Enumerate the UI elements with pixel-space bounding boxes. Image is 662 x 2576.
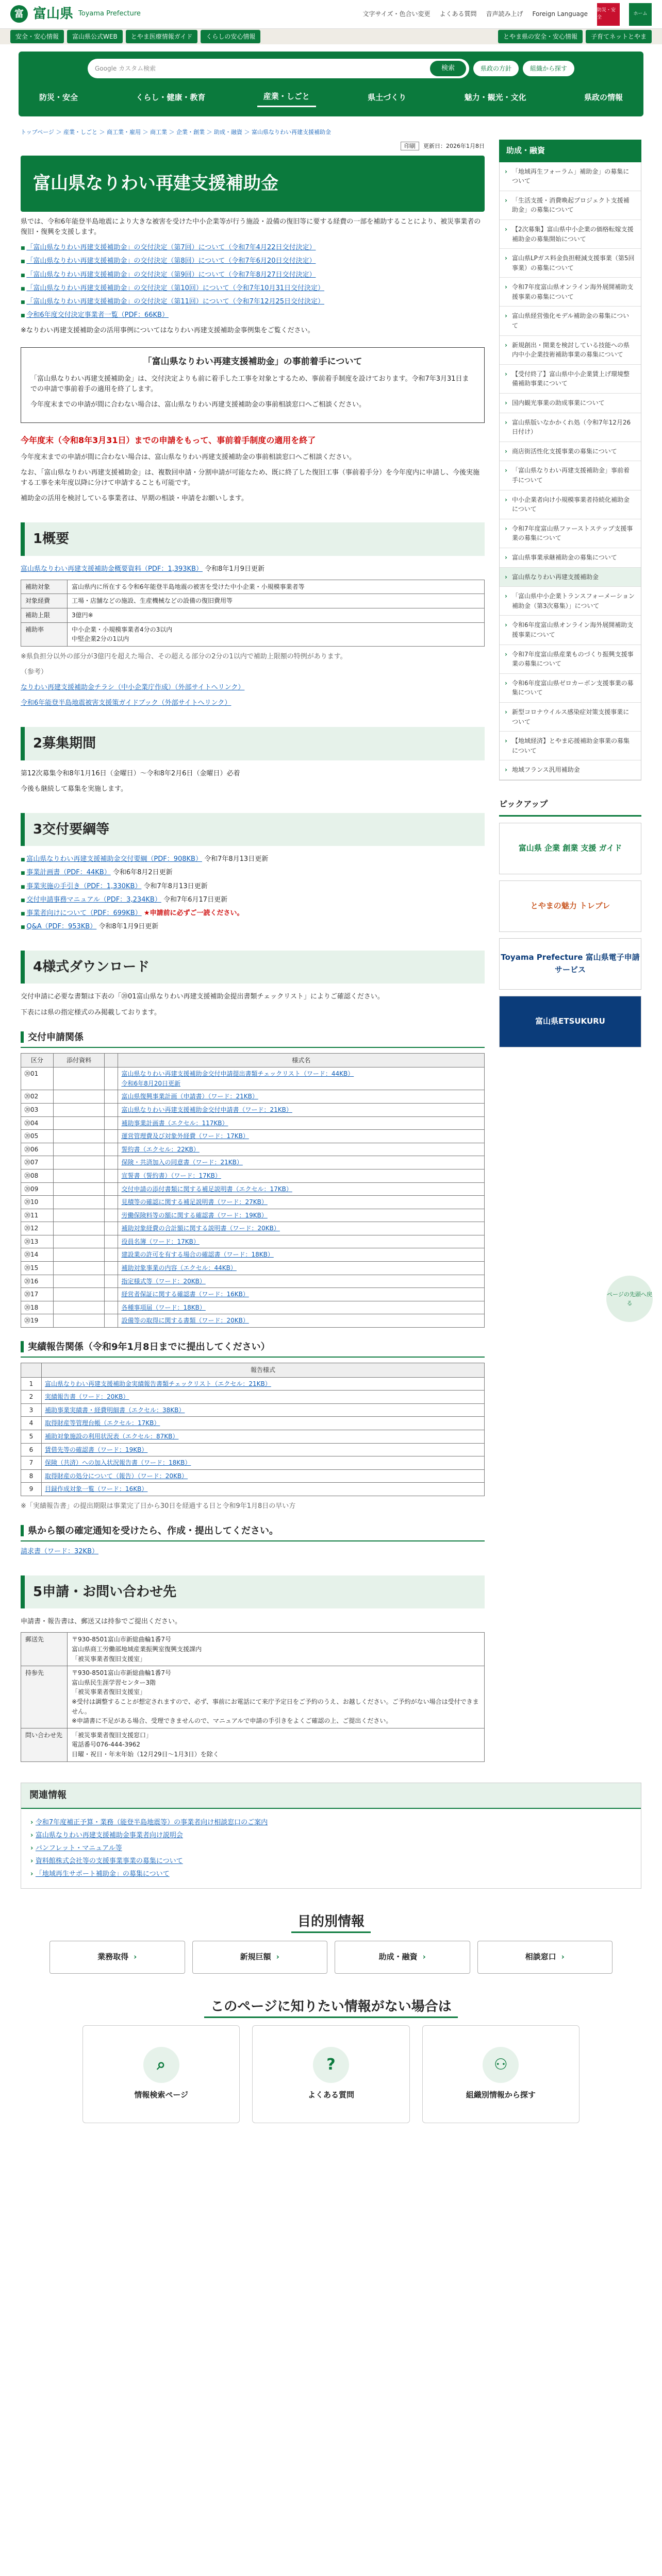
- quick-link[interactable]: とやま医療情報ガイド: [126, 30, 198, 44]
- table-row: ⑳07 保険・共済加入の同意書（ワード：21KB）: [21, 1156, 485, 1170]
- pickup-banner[interactable]: とやまの魅力 トレブレ: [499, 880, 641, 932]
- quick-link[interactable]: 安全・安心情報: [10, 30, 64, 44]
- news-list: [21, 243, 485, 320]
- table-row: 1 富山県なりわい再建支援補助金実績報告書類チェックリスト（エクセル：21KB）: [21, 1377, 485, 1391]
- sidebar: [499, 140, 641, 1761]
- quick-link[interactable]: とやま県の安全・安心情報: [498, 30, 583, 44]
- sidebar-item[interactable]: › 令和7年度富山県オンライン海外展開補助支援事業の募集について: [500, 278, 641, 307]
- table-row: 9 目録作成対象一覧（ワード：16KB）: [21, 1483, 485, 1496]
- pickup-banner[interactable]: 富山県 企業 創業 支援 ガイド: [499, 823, 641, 874]
- breadcrumb[interactable]: トップページ ＞ 産業・しごと ＞ 商工業・雇用 ＞ 商工業 ＞ 企業・創業 ＞ 助成・融資 ＞ 富山県なりわい再建支援補助金: [21, 129, 331, 136]
- sidebar-item[interactable]: › 商店街活性化支援事業の募集について: [500, 442, 641, 462]
- sidebar-item[interactable]: › 中小企業者向け小規模事業者持続化補助金について: [500, 490, 641, 519]
- subsection-heading: 県から額の確定通知を受けたら、作成・提出してください。: [21, 1522, 485, 1541]
- helpful-cards: [0, 2025, 662, 2123]
- form-link[interactable]: 見積等の確認に関する補足説明書（ワード：27KB）: [121, 1198, 268, 1206]
- sidebar-item[interactable]: › 「生活支援・消費喚起プロジェクト支援補助金」の募集について: [500, 191, 641, 220]
- section-heading: 1概要: [21, 522, 485, 555]
- logo-mark-icon: 富: [10, 5, 28, 23]
- site-logo[interactable]: 富 富山県 Toyama Prefecture: [10, 4, 141, 24]
- faq-icon: ?: [313, 2047, 349, 2083]
- form-link[interactable]: 補助対象施設の利用状況表（エクセル：87KB）: [45, 1432, 179, 1440]
- form-link[interactable]: 交付申請の添付書類に関する補足説明書（エクセル：17KB）: [121, 1185, 292, 1193]
- disaster-button[interactable]: 防災・安全: [597, 3, 620, 26]
- purposes-heading: 目的別情報: [0, 1911, 662, 1932]
- sidebar-item[interactable]: › 「富山県中小企業トランスフォーメーション補助金（第3次募集）」について: [500, 587, 641, 616]
- section-heading: 5申請・お問い合わせ先: [21, 1575, 485, 1608]
- application-forms-table: 区分 添付資料 様式名 ⑳01 富山県なりわい再建支援補助金交付申請提出書類チェックリスト（ワード：44KB） 令和6年8月20日更新 ⑳02 富山県復興事業計画（申請書）（ワード：21KB） ⑳03 富山県なりわい再建支援補助金交付申請書（ワード：21KB） ⑳04 補助事業計画書（エクセル：117KB） ⑳05 運営管理費及び対象外経費（ワード：17KB） ⑳06 誓約書（エクセル：22KB） ⑳07 保険・共済加入の同意書（ワード：21KB） ⑳08 宣誓書（誓約書）（ワード：17KB） ⑳09 交付申請の添付書類に関する補足説明書（エクセル：17KB） ⑳10 見積等の確認に関する補足説明書（ワード：27KB） ⑳11 労働保険料等の額に関する確認書（ワード：19KB） ⑳12 補助対象経費の合計額に関する説明書（ワード：20KB） ⑳13 役員名簿（ワード：17KB） ⑳14 建設業の許可を有する場合の確認書（ワード：18KB） ⑳15 補助対象事業の内容（エクセル：44KB） ⑳16 指定様式等（ワード：20KB） ⑳17 経営者保証に関する確認書（ワード：16KB） ⑳18 各種事項届（ワード：18KB） ⑳19 設備等の取得に関する書類（ワード：20KB）: [21, 1053, 485, 1328]
- table-row: ⑳17 経営者保証に関する確認書（ワード：16KB）: [21, 1288, 485, 1301]
- sidebar-item[interactable]: › 国内観光事業の助成事業について: [500, 394, 641, 413]
- form-link[interactable]: 補助対象事業の内容（エクセル：44KB）: [121, 1264, 237, 1272]
- sidebar-item[interactable]: › 【地域経済】とやま応援補助金事業の募集について: [500, 732, 641, 760]
- related-link[interactable]: 資料館株式会社等の支援事業事業の募集について: [35, 1857, 183, 1865]
- claim-form-link[interactable]: 請求書（ワード：32KB）: [21, 1547, 98, 1555]
- form-link[interactable]: 補助事業実績書・経費明細書（エクセル：38KB）: [45, 1406, 185, 1414]
- form-link[interactable]: 誓約書（エクセル：22KB）: [121, 1145, 200, 1153]
- subsection-heading: 交付申請関係: [21, 1028, 485, 1048]
- table-row: ⑳12 補助対象経費の合計額に関する説明書（ワード：20KB）: [21, 1222, 485, 1235]
- contact-table: 郵送先 〒930-8501富山市新総曲輪1番7号 富山県商工労働部地域産業振興室復興支援課内 「被災事業者復旧支援室」 持参先 〒930-8501富山市新総曲輪1番7号 富山県民生涯学習センター3階 「被災事業者復旧支援室」 ※受付は調整することが想定されますので、必ず、事前にお電話にて来庁予定日をご予約のうえ、お越しください。ご予約がない場合は受付できません。 ※申請書に不足がある場合、受理できませんので、マニュアルで申請の手引きをよくご確認の上、ご提出ください。 問い合わせ先 「被災事業者復旧支援窓口」 電話番号076-444-3962 日曜・祝日・年末年始（12月29日～1月3日）を除く: [21, 1632, 485, 1761]
- print-button[interactable]: 印刷: [401, 142, 419, 150]
- table-row: 6 賃借先等の確認書（ワード：19KB）: [21, 1443, 485, 1456]
- sidebar-item[interactable]: › 「富山県なりわい再建支援補助金」事前着手について: [500, 461, 641, 490]
- pickup-banner[interactable]: Toyama Prefecture 富山県電子申請サービス: [499, 938, 641, 990]
- sidebar-item[interactable]: › 富山県事業承継補助金の募集について: [500, 548, 641, 568]
- helpful-heading: このページに知りたい情報がない場合は: [0, 1996, 662, 2017]
- table-row: 4 取得財産等管理台帳（エクセル：17KB）: [21, 1417, 485, 1430]
- form-link[interactable]: 設備等の取得に関する書類（ワード：20KB）: [121, 1317, 249, 1325]
- form-link[interactable]: 役員名簿（ワード：17KB）: [121, 1238, 200, 1245]
- main-content: 印刷 更新日：2026年1月8日 富山県なりわい再建支援補助金 県では、令和6年能登半島地震により大きな被害を受けた中小企業等が行う施設・設備の復旧等に要する経費の一部を補助することにより、被災事業者の復旧・復興を支援します。 ■ 「富山県なりわい再建支援補助金」の交付決定（第7回）について（令和7年4月22日交付決定） ■ 「富山県なりわい再建支援補助金」の交付決定（第8回）について（令和7年6月20日交付決定） ■ 「富山県なりわい再建支援補助金」の交付決定（第9回）について（令和7年8月27日交付決定） ■ 「富山県なりわい再建支援補助金」の交付決定（第10回）について（令和7年10月31日交付決定） ■ 「富山県なりわい再建支援補助金」の交付決定（第11回）について（令和7年12月25日交付決定） ■ 令和6年度交付決定事業者一覧（PDF：66KB） ※なりわい再建支援補助金の活用事例についてはなりわい再建支援補助金事例集をご覧ください。 「富山県なりわい再建支援補助金」の事前着手について 「富山県なりわい再建支援補助金」は、交付決定よりも前に着手した工事を対象とするため、事前着手制度を設けております。令和7年3月31日までの申請で事前着手の適用を終了します。 今年度末までの申請が間に合わない場合は、富山県なりわい再建支援補助金の事前相談窓口へご相談ください。 今年度末（令和8年3月31日）までの申請をもって、事前着手制度の適用を終了 今年度末までの申請が間に合わない場合は、富山県なりわい再建支援補助金の事前相談窓口へご相談ください。 なお、「富山県なりわい再建支援補助金」は、複数回申請・分割申請が可能なため、既に終了した復旧工事（事前着手分）を今年度内に申請し、今後実施する工事を来年度以降に分けて申請することも可能です。 補助金の活用を検討している事業者は、早期の相談・申請をお願いします。 1概要 富山県なりわい再建支援補助金概要資料（PDF：1,393KB） 令和8年1月9日更新 補助対象 富山県内に所在する令和6年能登半島地震の被害を受けた中小企業・小規模事業者等 対象経費 工場・店舗などの施設、生産機械などの設備の復旧費用等 補助上限 3億円※ 補助率 中小企業・小規模事業者4分の3以内 中堅企業2分の1以内 ※県負担分以外の部分が3億円を超えた場合、その超える部分の2分の1以内で補助上限額の特例があります。 （参考） なりわい再建支援補助金チラシ（中小企業庁作成）（外部サイトへリンク） 令和6年能登半島地震被害支援策ガイドブック（外部サイトへリンク） 2募集期間 第12次募集令和8年1月16日（金曜日）～令和8年2月6日（金曜日）必着 今後も継続して募集を実施します。 3交付要綱等 ■ 富山県なりわい再建支援補助金交付要綱（PDF：908KB） 令和7年8月13日更新 ■ 事業計画書（PDF：44KB） 令和6年8月2日更新 ■ 事業実施の手引き（PDF：1,330KB） 令和7年8月13日更新 ■ 交付申請事務マニュアル（PDF：3,234KB） 令和7年6月17日更新 ■ 事業者向けについて（PDF：699KB） ★申請前に必ずご一読ください。 ■ Q&A（PDF：953KB） 令和8年1月9日更新 4様式ダウンロード 交付申請に必要な書類は下表の「⑳01富山県なりわい再建支援補助金提出書類チェックリスト」によりご確認ください。 下表には県の指定様式のみ掲載しております。 交付申請関係 区分 添付資料 様式名 ⑳01 富山県なりわい再建支援補助金交付申請提出書類チェックリスト（ワード：44KB） 令和6年8月20日更新 ⑳02 富山県復興事業計画（申請書）（ワード：21KB） ⑳03 富山県なりわい再建支援補助金交付申請書（ワード：21KB） ⑳04 補助事業計画書（エクセル：117KB） ⑳05 運営管理費及び対象外経費（ワード：17KB） ⑳06 誓約書（エクセル：22KB） ⑳07 保険・共済加入の同意書（ワード：21KB） ⑳08 宣誓書（誓約書）（ワード：17KB） ⑳09 交付申請の添付書類に関する補足説明書（エクセル：17KB） ⑳10 見積等の確認に関する補足説明書（ワード：27KB） ⑳11 労働保険料等の額に関する確認書（ワード：19KB） ⑳12 補助対象経費の合計額に関する説明書（ワード：20KB） ⑳13 役員名簿（ワード：17KB） ⑳14 建設業の許可を有する場合の確認書（ワード：18KB） ⑳15 補助対象事業の内容（エクセル：44KB） ⑳16 指定様式等（ワード：20KB） ⑳17 経営者保証に関する確認書（ワード：16KB） ⑳18 各種事項届（ワード：18KB） ⑳19 設備等の取得に関する書類（ワード：20KB） 実績報告関係（令和9年1月8日までに提出してください） 報告様式 1 富山県なりわい再建支援補助金実績報告書類チェックリスト（エクセル：21KB） 2 実績報告書（ワード：20KB） 3 補助事業実績書・経費明細書（エクセル：38KB） 4 取得財産等管理台帳（エクセル：17KB） 5 補助対象施設の利用状況表（エクセル：87KB） 6 賃借先等の確認書（ワード：19KB） 7 保険（共済）への加入状況報告書（ワード：18KB） 8 取得財産の処分について（報告）（ワード：20KB） 9 目録作成対象一覧（ワード：16KB） ※「実績報告書」の提出期限は事業完了日から30日を経過する日と令和9年1月8日の早い方 県から額の確定通知を受けたら、作成・提出してください。 請求書（ワード：32KB） 5申請・お問い合わせ先 申請書・報告書は、郵送又は持参でご提出ください。 郵送先 〒930-8501富山市新総曲輪1番7号 富山県商工労働部地域産業振興室復興支援課内 「被災事業者復旧支援室」 持参先 〒930-8501富山市新総曲輪1番7号 富山県民生涯学習センター3階 「被災事業者復旧支援室」 ※受付は調整することが想定されますので、必ず、事前にお電話にて来庁予定日をご予約のうえ、お越しください。ご予約がない場合は受付できません。 ※申請書に不足がある場合、受理できませんので、マニュアルで申請の手引きをよくご確認の上、ご提出ください。 問い合わせ先 「被災事業者復旧支援窓口」 電話番号076-444-3962 日曜・祝日・年末年始（12月29日～1月3日）を除く: [21, 137, 485, 1761]
- purpose-button[interactable]: 新規巨額 ›: [192, 1941, 328, 1974]
- header: [0, 0, 662, 29]
- section-heading: 3交付要綱等: [21, 813, 485, 846]
- sidebar-item[interactable]: › 地域フランス汎用補助金: [500, 760, 641, 780]
- section-heading: 2募集期間: [21, 727, 485, 760]
- faq-card[interactable]: ? よくある質問: [252, 2025, 409, 2123]
- notice-title: 「富山県なりわい再建支援補助金」の事前着手について: [143, 357, 362, 367]
- sidebar-item[interactable]: › 令和6年度富山県ゼロカーボン支援事業の募集について: [500, 674, 641, 703]
- search-placeholder: Google カスタム検索: [94, 64, 156, 72]
- sidebar-item[interactable]: › 【受付終了】富山県中小企業賃上げ環境整備補助事業について: [500, 365, 641, 394]
- form-link[interactable]: 宣誓書（誓約書）（ワード：17KB）: [121, 1172, 221, 1179]
- table-row: 7 保険（共済）への加入状況報告書（ワード：18KB）: [21, 1456, 485, 1470]
- form-link[interactable]: 建設業の許可を有する場合の確認書（ワード：18KB）: [121, 1251, 274, 1259]
- org-card[interactable]: ⚇ 組織別情報から探す: [422, 2025, 580, 2123]
- table-row: ⑳19 設備等の取得に関する書類（ワード：20KB）: [21, 1314, 485, 1328]
- form-link[interactable]: 補助対象経費の合計額に関する説明書（ワード：20KB）: [121, 1225, 280, 1232]
- intro-text: 県では、令和6年能登半島地震により大きな被害を受けた中小企業等が行う施設・設備の復旧等に要する経費の一部を補助することにより、被災事業者の復旧・復興を支援します。: [21, 218, 481, 236]
- form-link[interactable]: 指定様式等（ワード：20KB）: [121, 1277, 206, 1285]
- table-row: ⑳13 役員名簿（ワード：17KB）: [21, 1235, 485, 1248]
- global-nav: [19, 52, 643, 116]
- news-link[interactable]: 「富山県なりわい再建支援補助金」の交付決定（第8回）について（令和7年6月20日交付決定）: [26, 257, 316, 265]
- guidebook-link[interactable]: 令和6年能登半島地震被害支援策ガイドブック（外部サイトへリンク）: [21, 699, 231, 707]
- news-link[interactable]: 令和6年度交付決定事業者一覧（PDF：66KB）: [26, 311, 169, 319]
- table-row: ⑳14 建設業の許可を有する場合の確認書（ワード：18KB）: [21, 1248, 485, 1262]
- section-heading: 4様式ダウンロード: [21, 951, 485, 984]
- sidebar-item[interactable]: › 富山県経営強化モデル補助金の募集について: [500, 307, 641, 335]
- notice-box: 「富山県なりわい再建支援補助金」の事前着手について 「富山県なりわい再建支援補助金」は、交付決定よりも前に着手した工事を対象とするため、事前着手制度を設けております。令和7年3月31日までの申請で事前着手の適用を終了します。 今年度末までの申請が間に合わない場合は、富山県なりわい再建支援補助金の事前相談窓口へご相談ください。: [21, 347, 485, 423]
- form-link[interactable]: 運営管理費及び対象外経費（ワード：17KB）: [121, 1132, 249, 1140]
- sidebar-list: [499, 162, 641, 781]
- table-row: ⑳08 宣誓書（誓約書）（ワード：17KB）: [21, 1169, 485, 1182]
- table-row: ⑳11 労働保険料等の額に関する確認書（ワード：19KB）: [21, 1209, 485, 1222]
- news-note: ※なりわい再建支援補助金の活用事例についてはなりわい再建支援補助金事例集をご覧ください。: [21, 327, 315, 335]
- form-link[interactable]: 補助事業計画書（エクセル：117KB）: [121, 1119, 228, 1127]
- util-link[interactable]: 文字サイズ・色合い変更: [362, 10, 431, 18]
- table-row: ⑳18 各種事項届（ワード：18KB）: [21, 1301, 485, 1314]
- related-info: [21, 1783, 641, 1889]
- table-row: ⑳15 補助対象事業の内容（エクセル：44KB）: [21, 1262, 485, 1275]
- subsection-heading: 実績報告関係（令和9年1月8日までに提出してください）: [21, 1338, 485, 1358]
- nav-land[interactable]: 県土づくり: [368, 92, 407, 102]
- sidebar-item[interactable]: › 富山県なりわい再建支援補助金: [500, 568, 641, 587]
- nav-gov[interactable]: 県政の情報: [584, 92, 623, 102]
- util-link[interactable]: よくある質問: [439, 10, 477, 18]
- quick-link[interactable]: くらしの安心情報: [201, 30, 260, 44]
- sidebar-item[interactable]: › 富山県LPガス料金負担軽減支援事業（第5回事業）の募集について: [500, 249, 641, 278]
- related-link[interactable]: 「地域再生サポート補助金」の募集について: [35, 1870, 170, 1878]
- search-icon: ⌕: [143, 2047, 179, 2083]
- search-button[interactable]: 検索: [430, 61, 466, 76]
- nav-disaster[interactable]: 防災・安全: [39, 92, 78, 102]
- purpose-buttons: [0, 1941, 662, 1974]
- form-link[interactable]: 目録作成対象一覧（ワード：16KB）: [45, 1485, 148, 1493]
- news-link[interactable]: 「富山県なりわい再建支援補助金」の交付決定（第10回）について（令和7年10月31日交付決定）: [26, 284, 325, 292]
- table-row: ⑳01 富山県なりわい再建支援補助金交付申請提出書類チェックリスト（ワード：44KB） 令和6年8月20日更新: [21, 1067, 485, 1090]
- table-row: ⑳09 交付申請の添付書類に関する補足説明書（エクセル：17KB）: [21, 1182, 485, 1196]
- sidebar-item[interactable]: › 令和7年度富山県ファーストステップ支援事業の募集について: [500, 519, 641, 548]
- form-link[interactable]: 富山県なりわい再建支援補助金交付申請提出書類チェックリスト（ワード：44KB） 令和6年8月20日更新: [121, 1070, 354, 1087]
- doc-link[interactable]: 交付申請事務マニュアル（PDF：3,234KB）: [26, 895, 161, 904]
- doc-link[interactable]: 富山県なりわい再建支援補助金交付要綱（PDF：908KB）: [26, 855, 202, 863]
- table-row: 2 実績報告書（ワード：20KB）: [21, 1391, 485, 1404]
- table-row: ⑳16 指定様式等（ワード：20KB）: [21, 1275, 485, 1288]
- doc-link[interactable]: Q&A（PDF：953KB）: [26, 922, 97, 930]
- form-link[interactable]: 経営者保証に関する確認書（ワード：16KB）: [121, 1291, 249, 1298]
- overview-pdf-link[interactable]: 富山県なりわい再建支援補助金概要資料（PDF：1,393KB）: [21, 565, 203, 573]
- nav-life[interactable]: くらし・健康・教育: [136, 92, 206, 102]
- form-link[interactable]: 賃借先等の確認書（ワード：19KB）: [45, 1446, 148, 1453]
- form-link[interactable]: 各種事項届（ワード：18KB）: [121, 1303, 206, 1311]
- pickup-banner[interactable]: 富山県ETSUKURU: [499, 996, 641, 1047]
- flyer-link[interactable]: なりわい再建支援補助金チラシ（中小企業庁作成）（外部サイトへリンク）: [21, 684, 245, 692]
- quick-links: [0, 29, 662, 44]
- sidebar-heading: 助成・融資: [499, 140, 641, 162]
- form-link[interactable]: 労働保険料等の額に関する確認書（ワード：19KB）: [121, 1211, 268, 1219]
- page-top-button[interactable]: ページの先頭へ戻る: [606, 1276, 653, 1322]
- form-link[interactable]: 取得財産の処分について（報告）（ワード：20KB）: [45, 1472, 188, 1480]
- policy-button[interactable]: 県政の方針: [473, 61, 519, 77]
- news-link[interactable]: 「富山県なりわい再建支援補助金」の交付決定（第9回）について（令和7年8月27日交付決定）: [26, 270, 316, 279]
- table-row: ⑳10 見積等の確認に関する補足説明書（ワード：27KB）: [21, 1196, 485, 1209]
- overview-table: 補助対象 富山県内に所在する令和6年能登半島地震の被害を受けた中小企業・小規模事業者等 対象経費 工場・店舗などの施設、生産機械などの設備の復旧費用等 補助上限 3億円※ 補助率 中小企業・小規模事業者4分の3以内 中堅企業2分の1以内: [21, 580, 485, 647]
- sidebar-item[interactable]: › 富山県版いなかかくれ処（令和7年12月26日付け）: [500, 413, 641, 442]
- org-search-button[interactable]: 組織から探す: [523, 61, 574, 77]
- table-row: 8 取得財産の処分について（報告）（ワード：20KB）: [21, 1469, 485, 1483]
- page-title: 富山県なりわい再建支援補助金: [21, 156, 485, 212]
- org-icon: ⚇: [483, 2047, 519, 2083]
- pickup-heading: ピックアップ: [499, 794, 641, 817]
- utility-links: [362, 3, 652, 26]
- table-row: ⑳02 富山県復興事業計画（申請書）（ワード：21KB）: [21, 1090, 485, 1104]
- nav-industry[interactable]: 産業・しごと: [257, 88, 316, 107]
- purpose-button[interactable]: 相談窓口 ›: [477, 1941, 613, 1974]
- news-link[interactable]: 「富山県なりわい再建支援補助金」の交付決定（第11回）について（令和7年12月25日交付決定）: [26, 297, 325, 306]
- table-row: 3 補助事業実績書・経費明細書（エクセル：38KB）: [21, 1403, 485, 1417]
- table-row: ⑳06 誓約書（エクセル：22KB）: [21, 1143, 485, 1156]
- doc-link[interactable]: 事業計画書（PDF：44KB）: [26, 869, 111, 877]
- updated-date: 印刷 更新日：2026年1月8日: [21, 142, 485, 150]
- nav-culture[interactable]: 魅力・観光・文化: [464, 92, 526, 102]
- form-link[interactable]: 富山県なりわい再建支援補助金交付申請書（ワード：21KB）: [121, 1106, 292, 1113]
- form-link[interactable]: 取得財産等管理台帳（エクセル：17KB）: [45, 1419, 160, 1427]
- util-link[interactable]: Foreign Language: [532, 10, 588, 18]
- form-link[interactable]: 富山県なりわい再建支援補助金実績報告書類チェックリスト（エクセル：21KB）: [45, 1380, 271, 1387]
- table-row: 5 補助対象施設の利用状況表（エクセル：87KB）: [21, 1430, 485, 1443]
- deadline-notice: 今年度末（令和8年3月31日）までの申請をもって、事前着手制度の適用を終了: [21, 435, 316, 446]
- sidebar-item[interactable]: › 新規創出・開業を検討している技能への県内中小企業技術補助事業の募集について: [500, 336, 641, 365]
- form-link[interactable]: 富山県復興事業計画（申請書）（ワード：21KB）: [121, 1093, 258, 1100]
- sidebar-item[interactable]: › 令和7年度富山県産業ものづくり振興支援事業の募集について: [500, 645, 641, 674]
- form-link[interactable]: 保険（共済）への加入状況報告書（ワード：18KB）: [45, 1459, 191, 1467]
- table-row: ⑳03 富山県なりわい再建支援補助金交付申請書（ワード：21KB）: [21, 1103, 485, 1116]
- sidebar-item[interactable]: › 令和6年度富山県オンライン海外展開補助支援事業について: [500, 616, 641, 645]
- util-link[interactable]: 音声読み上げ: [486, 10, 523, 18]
- sidebar-item[interactable]: › 「地域再生フォーラム」補助金」の募集について: [500, 162, 641, 191]
- form-link[interactable]: 保険・共済加入の同意書（ワード：21KB）: [121, 1159, 243, 1166]
- quick-link[interactable]: 富山県公式WEB: [67, 30, 123, 44]
- sidebar-item[interactable]: › 新型コロナウイルス感染症対策支援事業について: [500, 703, 641, 732]
- news-link[interactable]: 「富山県なりわい再建支援補助金」の交付決定（第7回）について（令和7年4月22日交付決定）: [26, 244, 316, 252]
- sidebar-item[interactable]: › 【2次募集】富山県中小企業の価格転嫁支援補助金の募集開始について: [500, 220, 641, 249]
- related-heading: 関連情報: [21, 1783, 641, 1809]
- form-link[interactable]: 実績報告書（ワード：20KB）: [45, 1393, 129, 1401]
- related-link[interactable]: 令和7年度補正予算・業務（能登半島地震等）の事業者向け相談窓口のご案内: [35, 1818, 268, 1826]
- report-forms-table: 報告様式 1 富山県なりわい再建支援補助金実績報告書類チェックリスト（エクセル：21KB） 2 実績報告書（ワード：20KB） 3 補助事業実績書・経費明細書（エクセル：38KB） 4 取得財産等管理台帳（エクセル：17KB） 5 補助対象施設の利用状況表（エクセル：87KB） 6 賃借先等の確認書（ワード：19KB） 7 保険（共済）への加入状況報告書（ワード：18KB） 8 取得財産の処分について（報告）（ワード：20KB） 9 目録作成対象一覧（ワード：16KB）: [21, 1363, 485, 1496]
- table-row: ⑳05 運営管理費及び対象外経費（ワード：17KB）: [21, 1130, 485, 1143]
- related-link[interactable]: 富山県なりわい再建支援補助金事業者向け説明会: [35, 1831, 183, 1839]
- table-row: ⑳04 補助事業計画書（エクセル：117KB）: [21, 1116, 485, 1130]
- guideline-list: ■ 富山県なりわい再建支援補助金交付要綱（PDF：908KB） 令和7年8月13日更新 ■ 事業計画書（PDF：44KB） 令和6年8月2日更新 ■ 事業実施の手引き（PDF：1,330KB） 令和7年8月13日更新 ■ 交付申請事務マニュアル（PDF：3,234KB） 令和7年6月17日更新 ■ 事業者向けについて（PDF：699KB） ★申請前に必ずご一読ください。 ■ Q&A（PDF：953KB） 令和8年1月9日更新: [21, 854, 485, 932]
- purpose-button[interactable]: 業務取得 ›: [49, 1941, 185, 1974]
- related-link[interactable]: パンフレット・マニュアル等: [35, 1844, 122, 1852]
- doc-link[interactable]: 事業者向けについて（PDF：699KB）: [26, 909, 142, 917]
- search-page-card[interactable]: ⌕ 情報検索ページ: [82, 2025, 240, 2123]
- home-button[interactable]: ホーム: [629, 3, 652, 26]
- quick-link[interactable]: 子育てネットとやま: [586, 30, 652, 44]
- purpose-button[interactable]: 助成・融資 ›: [335, 1941, 470, 1974]
- search-input[interactable]: [88, 59, 469, 78]
- doc-link[interactable]: 事業実施の手引き（PDF：1,330KB）: [26, 882, 142, 890]
